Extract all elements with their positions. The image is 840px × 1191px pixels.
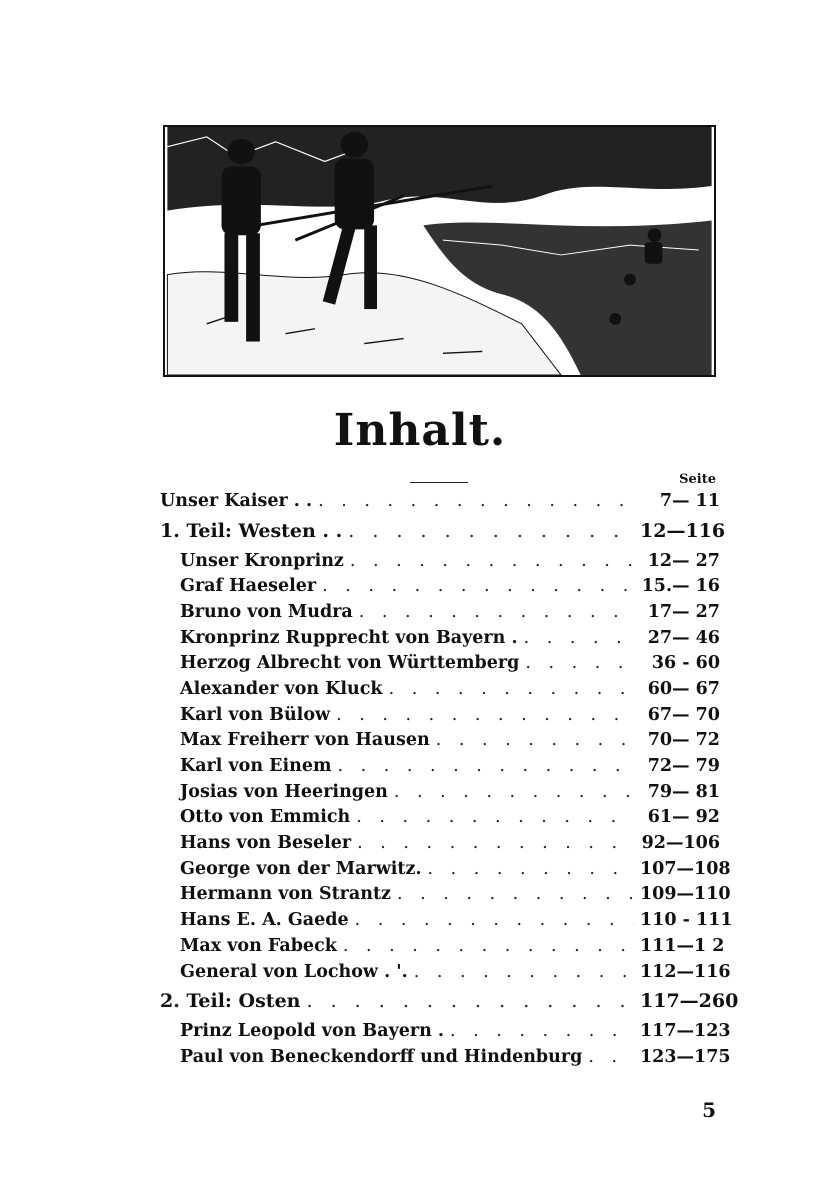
toc-pages: 117—260 <box>640 990 739 1013</box>
table-of-contents <box>160 488 739 1070</box>
toc-row[interactable] <box>160 882 731 908</box>
toc-pages: 92—106 <box>641 833 720 854</box>
toc-part-row[interactable] <box>160 514 726 548</box>
toc-label: Kronprinz Rupprecht von Bayern . <box>180 627 518 648</box>
soldiers-illustration <box>163 125 716 377</box>
toc-pages: 110 - 111 <box>640 910 733 931</box>
toc-row[interactable] <box>160 753 720 779</box>
leader-dots <box>348 520 634 542</box>
toc-label: Karl von Einem <box>180 756 332 777</box>
toc-row[interactable] <box>160 676 720 702</box>
toc-label: Unser Kaiser . . <box>160 490 313 511</box>
toc-label: Otto von Emmich <box>180 807 351 828</box>
toc-pages: 15.— 16 <box>641 576 720 597</box>
leader-dots <box>525 653 634 673</box>
toc-label: Hans E. A. Gaede <box>180 910 349 931</box>
leader-dots <box>414 962 634 982</box>
toc-label: Bruno von Mudra <box>180 601 353 622</box>
toc-label: Prinz Leopold von Bayern . <box>180 1021 444 1042</box>
toc-row[interactable] <box>160 573 720 599</box>
leader-dots <box>450 1021 634 1041</box>
toc-pages: 72— 79 <box>647 756 720 777</box>
toc-label: General von Lochow . '. <box>180 961 408 982</box>
leader-dots <box>588 1047 634 1067</box>
leader-dots <box>359 602 634 622</box>
toc-label: Max Freiherr von Hausen <box>180 730 430 751</box>
toc-row[interactable] <box>160 702 720 728</box>
toc-row[interactable] <box>160 1018 731 1044</box>
leader-dots <box>355 910 634 930</box>
toc-pages: 111—1 2 <box>640 935 725 956</box>
toc-label: 2. Teil: Osten <box>160 990 301 1013</box>
leader-dots <box>322 576 634 596</box>
toc-pages: 117—123 <box>640 1021 731 1042</box>
leader-dots <box>338 756 634 776</box>
toc-row[interactable] <box>160 548 720 574</box>
leader-dots <box>357 833 634 853</box>
toc-pages: 60— 67 <box>647 678 720 699</box>
leader-dots <box>350 551 634 571</box>
toc-row[interactable] <box>160 779 720 805</box>
leader-dots <box>428 859 634 879</box>
toc-pages: 79— 81 <box>647 781 720 802</box>
leader-dots <box>356 807 634 827</box>
page-number: 5 <box>702 1098 716 1122</box>
seite-column-header: Seite <box>679 472 716 487</box>
leader-dots <box>394 782 634 802</box>
toc-row[interactable] <box>160 933 725 959</box>
toc-pages: 36 - 60 <box>651 653 720 674</box>
toc-label: Alexander von Kluck <box>180 678 383 699</box>
toc-label: Karl von Bülow <box>180 704 331 725</box>
toc-pages: 27— 46 <box>647 627 720 648</box>
toc-row[interactable] <box>160 805 720 831</box>
toc-row[interactable] <box>160 1044 731 1070</box>
toc-label: Unser Kronprinz <box>180 550 344 571</box>
toc-pages: 107—108 <box>640 858 731 879</box>
leader-dots <box>307 990 635 1012</box>
toc-pages: 17— 27 <box>647 601 720 622</box>
toc-pages: 123—175 <box>640 1046 731 1067</box>
leader-dots <box>336 705 634 725</box>
toc-row[interactable] <box>160 959 731 985</box>
toc-pages: 12—116 <box>640 519 726 542</box>
toc-row[interactable] <box>160 650 720 676</box>
page-title: Inhalt. <box>333 405 507 456</box>
toc-label: Josias von Heeringen <box>180 781 388 802</box>
toc-pages: 70— 72 <box>647 730 720 751</box>
toc-row[interactable] <box>160 830 720 856</box>
toc-pages: 112—116 <box>640 961 731 982</box>
toc-part-row[interactable] <box>160 984 739 1018</box>
toc-pages: 12— 27 <box>647 550 720 571</box>
toc-label: Paul von Beneckendorff und Hindenburg <box>180 1046 583 1067</box>
toc-row[interactable] <box>160 488 720 514</box>
toc-label: Graf Haeseler <box>180 576 317 597</box>
title-divider <box>410 482 468 483</box>
toc-label: Max von Fabeck <box>180 935 337 956</box>
toc-row[interactable] <box>160 728 720 754</box>
toc-pages: 67— 70 <box>647 704 720 725</box>
toc-label: Hans von Beseler <box>180 833 352 854</box>
toc-row[interactable] <box>160 856 731 882</box>
leader-dots <box>524 628 634 648</box>
leader-dots <box>389 679 634 699</box>
leader-dots <box>318 491 634 511</box>
toc-label: Hermann von Strantz <box>180 884 391 905</box>
toc-pages: 7— 11 <box>659 490 720 511</box>
leader-dots <box>397 884 634 904</box>
toc-pages: 109—110 <box>640 884 731 905</box>
leader-dots <box>436 730 634 750</box>
toc-label: Herzog Albrecht von Württemberg <box>180 653 520 674</box>
leader-dots <box>343 936 634 956</box>
toc-pages: 61— 92 <box>647 807 720 828</box>
toc-row[interactable] <box>160 625 720 651</box>
toc-row[interactable] <box>160 907 733 933</box>
illustration-drawing <box>165 127 714 375</box>
toc-label: 1. Teil: Westen . . <box>160 519 343 542</box>
toc-row[interactable] <box>160 599 720 625</box>
toc-label: George von der Marwitz. <box>180 858 422 879</box>
